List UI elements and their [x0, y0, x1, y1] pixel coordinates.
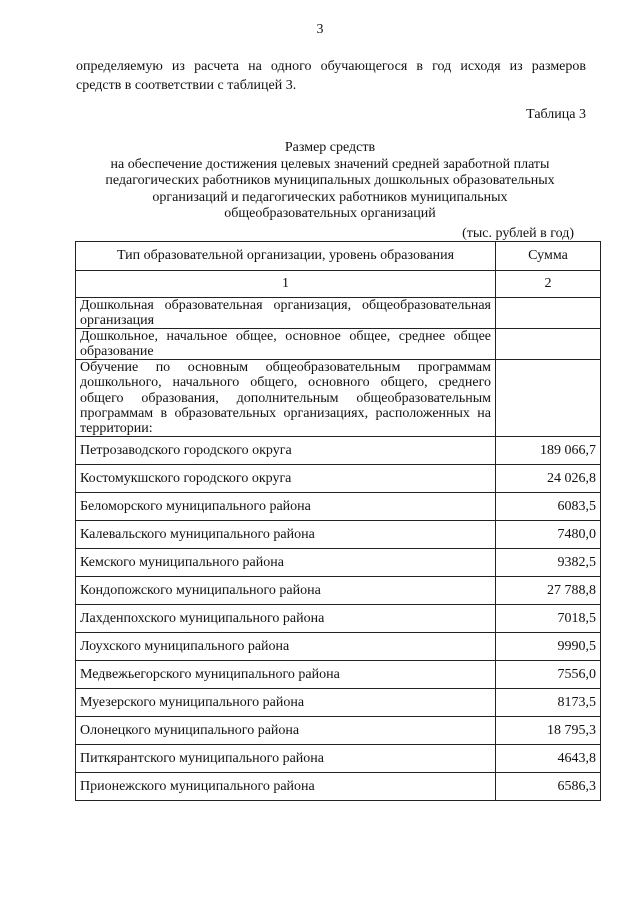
category-row [76, 360, 601, 437]
table-row [76, 689, 601, 717]
table-row [76, 549, 601, 577]
amount-value: 189 066,7 [496, 437, 601, 465]
territory-name: Петрозаводского городского округа [76, 437, 496, 465]
intro-line: средств в соответствии с таблицей 3. [76, 78, 297, 93]
table-row [76, 661, 601, 689]
table-title [60, 140, 600, 223]
empty-cell [496, 360, 601, 437]
title-line: общеобразовательных организаций [224, 206, 436, 221]
territory-name: Медвежьегорского муниципального района [76, 661, 496, 689]
territory-name: Беломорского муниципального района [76, 493, 496, 521]
category-label: Дошкольное, начальное общее, основное общее, среднее общее образование [76, 329, 496, 360]
category-label: Обучение по основным общеобразовательным программам дошкольного, начального общего, основного общего, среднего общего образования, дополнительным общеобразовательным программам в образовательных организациях, расположенных на территории: [76, 360, 496, 437]
column-number: 2 [496, 271, 601, 298]
amount-value: 24 026,8 [496, 465, 601, 493]
empty-cell [496, 298, 601, 329]
territory-name: Костомукшского городского округа [76, 465, 496, 493]
funding-table [75, 241, 601, 801]
territory-name: Лоухского муниципального района [76, 633, 496, 661]
territory-name: Прионежского муниципального района [76, 773, 496, 801]
table-row [76, 521, 601, 549]
table-row [76, 633, 601, 661]
category-label: Дошкольная образовательная организация, общеобразовательная организация [76, 298, 496, 329]
header-sum: Сумма [496, 242, 601, 271]
amount-value: 9382,5 [496, 549, 601, 577]
table-label: Таблица 3 [526, 107, 586, 122]
table-row [76, 493, 601, 521]
territory-name: Калевальского муниципального района [76, 521, 496, 549]
territory-name: Питкярантского муниципального района [76, 745, 496, 773]
territory-name: Олонецкого муниципального района [76, 717, 496, 745]
intro-paragraph [76, 57, 586, 95]
category-row [76, 329, 601, 360]
title-line: организаций и педагогических работников муниципальных [152, 189, 508, 205]
amount-value: 18 795,3 [496, 717, 601, 745]
amount-value: 6586,3 [496, 773, 601, 801]
title-line: на обеспечение достижения целевых значений средней заработной платы [110, 156, 550, 172]
table-row [76, 437, 601, 465]
table-row [76, 745, 601, 773]
title-line: Размер средств [284, 140, 376, 155]
amount-value: 4643,8 [496, 745, 601, 773]
amount-value: 7480,0 [496, 521, 601, 549]
amount-value: 6083,5 [496, 493, 601, 521]
intro-line: определяемую из расчета на одного обучающегося в год исходя из размеров [76, 59, 586, 74]
territory-name: Лахденпохского муниципального района [76, 605, 496, 633]
units-label: (тыс. рублей в год) [462, 226, 574, 241]
table-header-row [76, 242, 601, 271]
territory-name: Кондопожского муниципального района [76, 577, 496, 605]
column-number: 1 [76, 271, 496, 298]
amount-value: 27 788,8 [496, 577, 601, 605]
amount-value: 9990,5 [496, 633, 601, 661]
page-number: 3 [316, 22, 324, 37]
column-number-row [76, 271, 601, 298]
table-row [76, 605, 601, 633]
title-line: педагогических работников муниципальных дошкольных образовательных [105, 173, 555, 188]
table-row [76, 577, 601, 605]
category-row [76, 298, 601, 329]
amount-value: 8173,5 [496, 689, 601, 717]
table-row [76, 465, 601, 493]
amount-value: 7556,0 [496, 661, 601, 689]
table-row [76, 773, 601, 801]
amount-value: 7018,5 [496, 605, 601, 633]
empty-cell [496, 329, 601, 360]
table-row [76, 717, 601, 745]
territory-name: Муезерского муниципального района [76, 689, 496, 717]
header-type: Тип образовательной организации, уровень образования [76, 242, 496, 271]
territory-name: Кемского муниципального района [76, 549, 496, 577]
